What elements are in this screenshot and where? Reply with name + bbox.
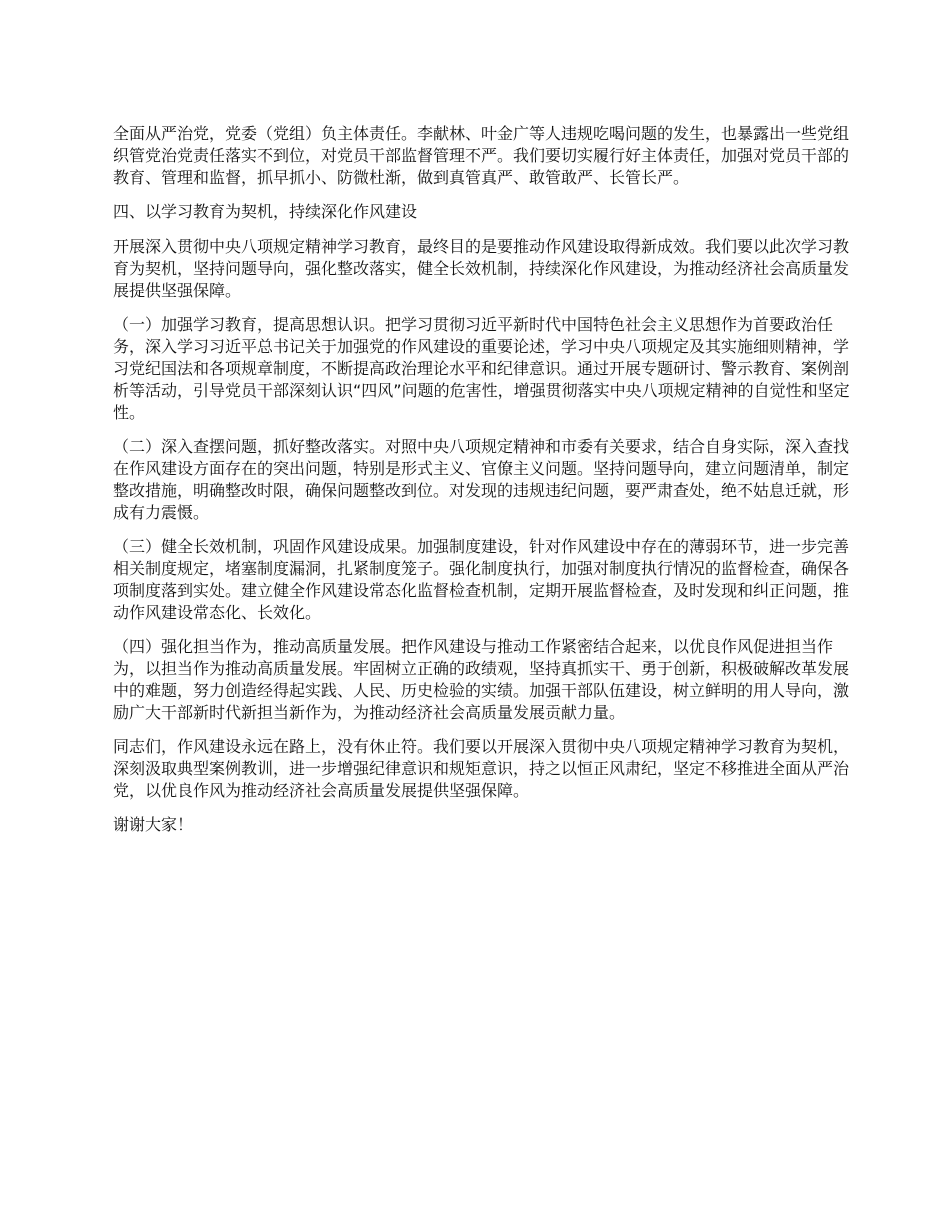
section-heading-four: 四、以学习教育为契机，持续深化作风建设 (113, 202, 418, 221)
paragraph-item-one: （一）加强学习教育，提高思想认识。把学习贯彻习近平新时代中国特色社会主义思想作为首要政治任务，深入学习习近平总书记关于加强党的作风建设的重要论述，学习中央八项规定及其实施细则精神，学习党纪国法和各项规章制度，不断提高政治理论水平和纪律意识。通过开展专题研讨、警示教育、案例剖析等活动，引导党员干部深刻认识“四风”问题的危害性，增强贯彻落实中央八项规定精神的自觉性和坚定性。 (113, 315, 850, 422)
document-body (113, 123, 855, 848)
paragraph-conclusion: 同志们，作风建设永远在路上，没有休止符。我们要以开展深入贯彻中央八项规定精神学习教育为契机，深刻汲取典型案例教训，进一步增强纪律意识和规矩意识，持之以恒正风肃纪，坚定不移推进全面从严治党，以优良作风为推动经济社会高质量发展提供坚强保障。 (113, 737, 850, 800)
paragraph-item-two: （二）深入查摆问题，抓好整改落实。对照中央八项规定精神和市委有关要求，结合自身实际，深入查找在作风建设方面存在的突出问题，特别是形式主义、官僚主义问题。坚持问题导向，建立问题清单，制定整改措施，明确整改时限，确保问题整改到位。对发现的违规违纪问题，要严肃查处，绝不姑息迁就，形成有力震慑。 (113, 437, 850, 522)
paragraph-main-responsibility: 全面从严治党，党委（党组）负主体责任。李献林、叶金广等人违规吃喝问题的发生，也暴露出一些党组织管党治党责任落实不到位，对党员干部监督管理不严。我们要切实履行好主体责任，加强对党员干部的教育、管理和监督，抓早抓小、防微杜渐，做到真管真严、敢管敢严、长管长严。 (113, 124, 850, 187)
paragraph-section-intro: 开展深入贯彻中央八项规定精神学习教育，最终目的是要推动作风建设取得新成效。我们要以此次学习教育为契机，坚持问题导向，强化整改落实，健全长效机制，持续深化作风建设，为推动经济社会高质量发展提供坚强保障。 (113, 237, 850, 300)
paragraph-item-four: （四）强化担当作为，推动高质量发展。把作风建设与推动工作紧密结合起来，以优良作风促进担当作为，以担当作为推动高质量发展。牢固树立正确的政绩观，坚持真抓实干、勇于创新，积极破解改革发展中的难题，努力创造经得起实践、人民、历史检验的实绩。加强干部队伍建设，树立鲜明的用人导向，激励广大干部新时代新担当新作为，为推动经济社会高质量发展贡献力量。 (113, 637, 850, 722)
paragraph-item-three: （三）健全长效机制，巩固作风建设成果。加强制度建设，针对作风建设中存在的薄弱环节，进一步完善相关制度规定，堵塞制度漏洞，扎紧制度笼子。强化制度执行，加强对制度执行情况的监督检查，确保各项制度落到实处。建立健全作风建设常态化监督检查机制，定期开展监督检查，及时发现和纠正问题，推动作风建设常态化、长效化。 (113, 537, 850, 622)
closing-thanks: 谢谢大家！ (113, 815, 194, 834)
